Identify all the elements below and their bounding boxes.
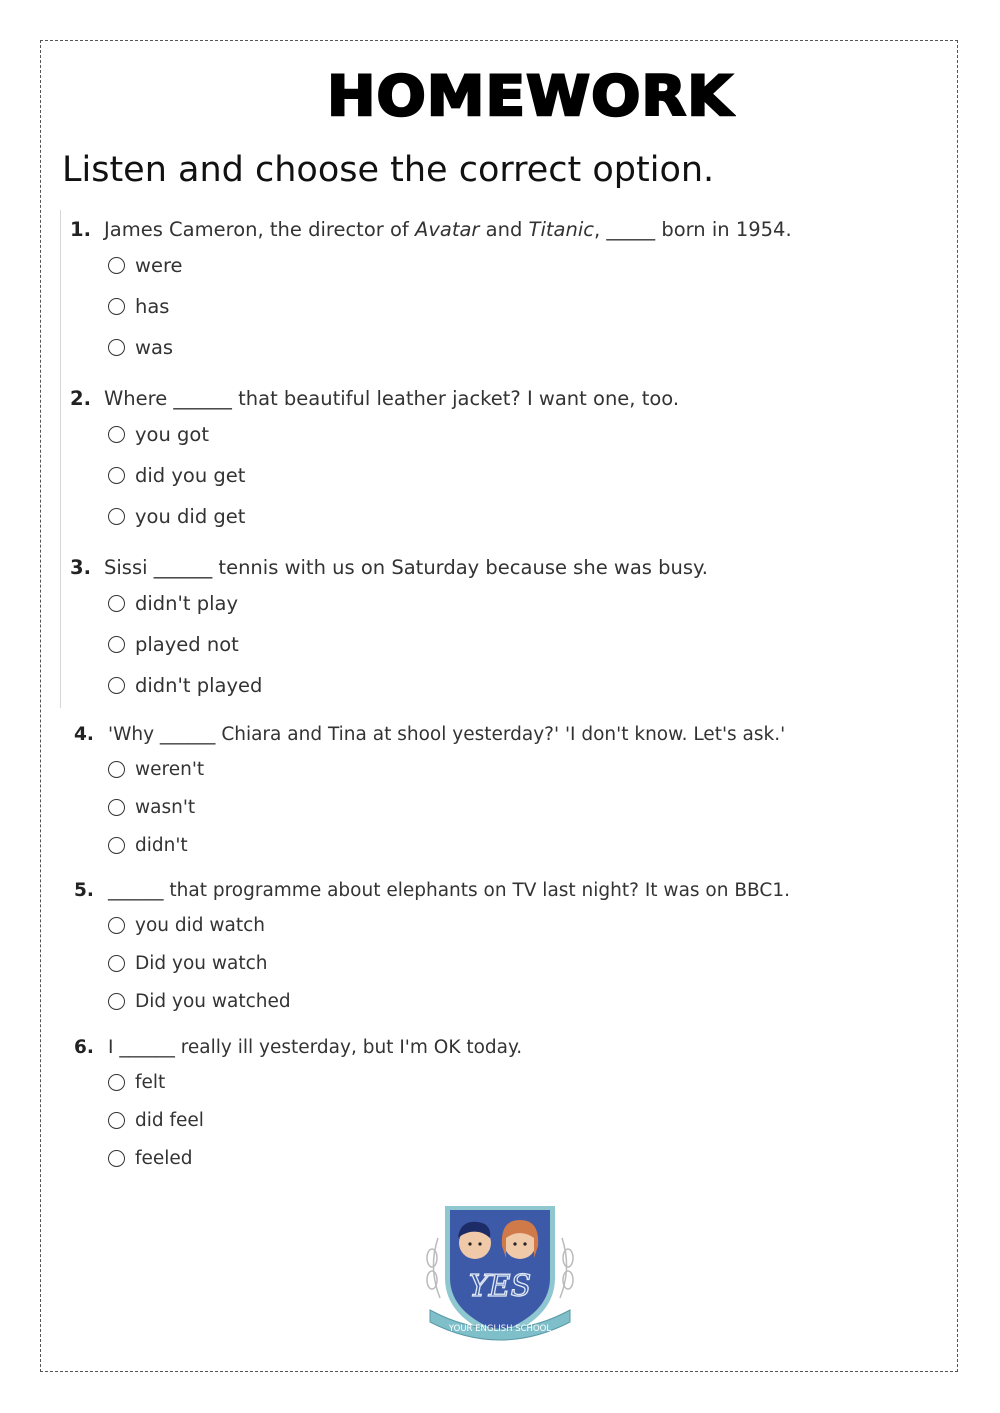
option[interactable] [108, 826, 785, 864]
option[interactable] [108, 327, 792, 368]
option[interactable] [108, 624, 708, 665]
question-number: 5. [74, 880, 94, 901]
radio-button[interactable] [108, 339, 125, 356]
radio-button[interactable] [108, 761, 125, 778]
option[interactable] [108, 1063, 522, 1101]
option-label: played not [135, 633, 239, 656]
question-text-part: James Cameron, the director of [104, 218, 415, 241]
option[interactable] [108, 750, 785, 788]
question-4 [74, 720, 785, 864]
question-text [74, 720, 785, 750]
option-label: didn't play [135, 592, 239, 615]
option-label: didn't played [135, 674, 263, 697]
page-title: HOMEWORK [326, 63, 734, 129]
question-text-part: I ______ really ill yesterday, but I'm OK today. [108, 1037, 523, 1058]
school-crest-logo [420, 1198, 580, 1348]
logo-letters: YES [468, 1269, 532, 1304]
option-label: wasn't [135, 796, 196, 818]
question-5 [74, 876, 790, 1020]
option[interactable] [108, 1139, 522, 1177]
option[interactable] [108, 982, 790, 1020]
radio-button[interactable] [108, 799, 125, 816]
option-label: did you get [135, 464, 246, 487]
question-text [70, 384, 679, 414]
question-number: 2. [70, 387, 91, 410]
question-2 [70, 384, 679, 537]
radio-button[interactable] [108, 1074, 125, 1091]
option[interactable] [108, 1101, 522, 1139]
question-text-part: ______ that programme about elephants on TV last night? It was on BBC1. [108, 880, 790, 901]
option[interactable] [108, 944, 790, 982]
logo-ribbon-text: YOUR ENGLISH SCHOOL [448, 1324, 552, 1334]
option-label: you did watch [135, 914, 265, 936]
question-number: 1. [70, 218, 91, 241]
radio-button[interactable] [108, 955, 125, 972]
option-label: didn't [135, 834, 188, 856]
question-italic-title: Avatar [414, 218, 480, 241]
instruction-text: Listen and choose the correct option. [62, 150, 715, 190]
option-label: did feel [135, 1109, 204, 1131]
option[interactable] [108, 414, 679, 455]
option-label: feeled [135, 1147, 193, 1169]
radio-button[interactable] [108, 917, 125, 934]
option-label: you did get [135, 505, 246, 528]
option[interactable] [108, 455, 679, 496]
question-text [74, 876, 790, 906]
question-text-part: Sissi ______ tennis with us on Saturday because she was busy. [104, 556, 708, 579]
option[interactable] [108, 245, 792, 286]
question-text-part: 'Why ______ Chiara and Tina at shool yesterday?' 'I don't know. Let's ask.' [108, 724, 786, 745]
option-label: was [135, 336, 174, 359]
option-label: were [135, 254, 183, 277]
option[interactable] [108, 583, 708, 624]
option-label: you got [135, 423, 209, 446]
radio-button[interactable] [108, 1150, 125, 1167]
question-text-part: , _____ born in 1954. [593, 218, 792, 241]
question-text [70, 553, 708, 583]
radio-button[interactable] [108, 595, 125, 612]
question-1 [70, 215, 792, 368]
question-text [70, 215, 792, 245]
option-label: has [135, 295, 170, 318]
question-italic-title: Titanic [528, 218, 594, 241]
option-label: Did you watched [135, 990, 291, 1012]
radio-button[interactable] [108, 1112, 125, 1129]
option[interactable] [108, 286, 792, 327]
option-label: felt [135, 1071, 166, 1093]
option[interactable] [108, 665, 708, 706]
question-text-part: Where ______ that beautiful leather jacket? I want one, too. [104, 387, 680, 410]
radio-button[interactable] [108, 993, 125, 1010]
question-number: 4. [74, 724, 94, 745]
radio-button[interactable] [108, 257, 125, 274]
option[interactable] [108, 788, 785, 826]
divider [60, 210, 61, 708]
option-label: weren't [135, 758, 205, 780]
option[interactable] [108, 906, 790, 944]
radio-button[interactable] [108, 426, 125, 443]
question-text [74, 1033, 522, 1063]
radio-button[interactable] [108, 677, 125, 694]
question-6 [74, 1033, 522, 1177]
option-label: Did you watch [135, 952, 268, 974]
question-3 [70, 553, 708, 706]
radio-button[interactable] [108, 837, 125, 854]
option[interactable] [108, 496, 679, 537]
question-number: 6. [74, 1037, 94, 1058]
radio-button[interactable] [108, 508, 125, 525]
question-text-part: and [479, 218, 529, 241]
radio-button[interactable] [108, 298, 125, 315]
radio-button[interactable] [108, 467, 125, 484]
radio-button[interactable] [108, 636, 125, 653]
question-number: 3. [70, 556, 91, 579]
